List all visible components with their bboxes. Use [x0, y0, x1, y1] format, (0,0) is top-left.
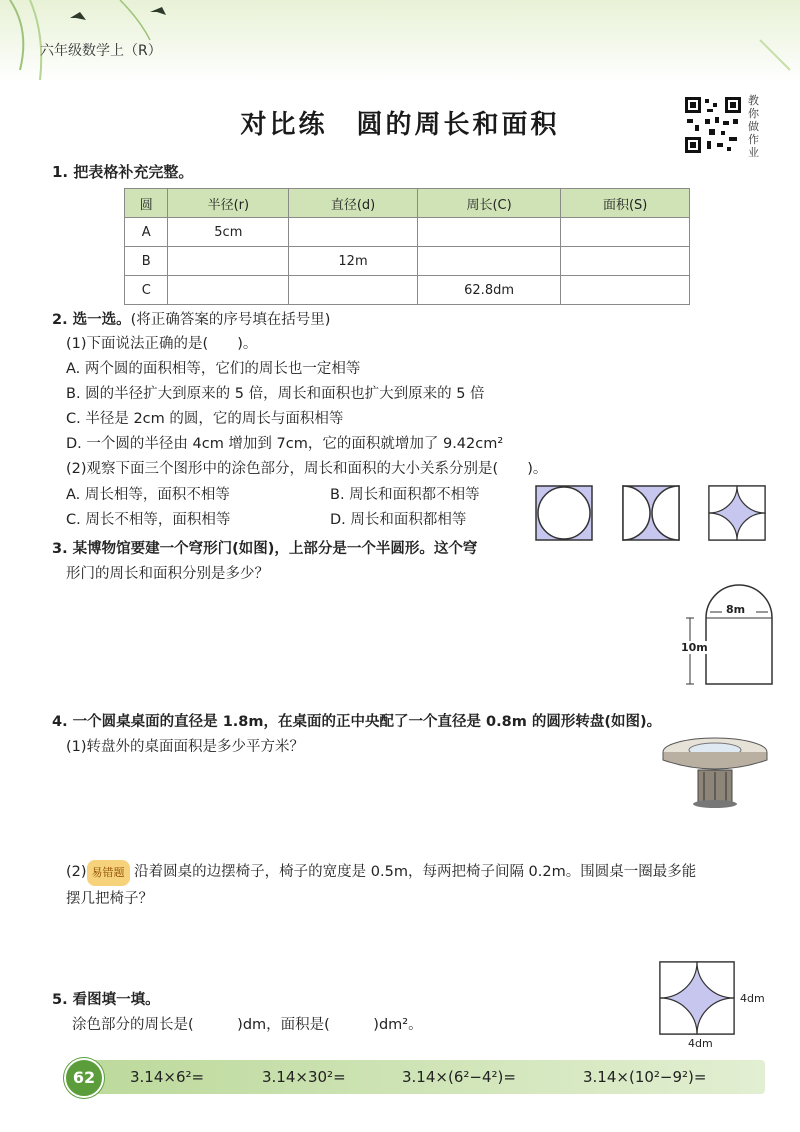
footer-expr-2: 3.14×30²= [262, 1068, 346, 1086]
q4-sub2-line2: 摆几把椅子？ [66, 891, 153, 907]
table-answer-cell[interactable] [561, 247, 690, 276]
page-number: 62 [64, 1058, 104, 1098]
arch-door-figure [676, 580, 776, 690]
qr-code-icon[interactable] [683, 95, 743, 155]
table-header-cell: 圆 [125, 189, 168, 218]
figure-circle-in-square [535, 485, 595, 541]
table-answer-cell[interactable] [561, 218, 690, 247]
table-header-cell: 半径(r) [168, 189, 289, 218]
table-answer-cell[interactable] [289, 218, 418, 247]
q2-option-a: A. 两个圆的面积相等，它们的周长也一定相等 [66, 361, 361, 377]
footer-expr-1: 3.14×6²= [130, 1068, 205, 1086]
q4-sub1: (1)转盘外的桌面面积是多少平方米？ [66, 739, 305, 755]
q2-option-c: C. 半径是 2cm 的圆，它的周长与面积相等 [66, 411, 344, 427]
q5-bottom-label: 4dm [688, 1037, 713, 1050]
page-title: 对比练 圆的周长和面积 [240, 110, 560, 140]
error-prone-badge: 易错题 [87, 860, 130, 886]
arch-height-label: 10m [681, 641, 708, 654]
q1-label: 1. 把表格补充完整。 [52, 163, 194, 181]
q2-sub2: (2)观察下面三个图形中的涂色部分，周长和面积的大小关系分别是( )。 [66, 461, 548, 477]
swallow-icon [70, 12, 86, 20]
q2-option-b: B. 圆的半径扩大到原来的 5 倍，周长和面积也扩大到原来的 5 倍 [66, 386, 485, 402]
table-cell: 62.8dm [417, 276, 560, 305]
table-cell: B [125, 247, 168, 276]
figure-two-half-circles [622, 485, 682, 541]
q2-sub2-option-d: D. 周长和面积都相等 [330, 512, 467, 528]
circle-table [124, 188, 690, 305]
table-answer-cell[interactable] [168, 276, 289, 305]
table-answer-cell[interactable] [561, 276, 690, 305]
footer-expr-3: 3.14×(6²−4²)= [402, 1068, 516, 1086]
table-answer-cell[interactable] [168, 247, 289, 276]
table-header-cell: 面积(S) [561, 189, 690, 218]
table-cell: 12m [289, 247, 418, 276]
table-header-cell: 周长(C) [417, 189, 560, 218]
q5-text: 涂色部分的周长是( )dm，面积是( )dm²。 [72, 1017, 423, 1033]
footer-expr-4: 3.14×(10²−9²)= [583, 1068, 707, 1086]
table-row [125, 276, 690, 305]
q2-sub2-option-a: A. 周长相等，面积不相等 [66, 487, 230, 503]
q4-line1: 4. 一个圆桌桌面的直径是 1.8m，在桌面的正中央配了一个直径是 0.8m 的圆形转盘(如图)。 [52, 714, 662, 730]
q2-option-d: D. 一个圆的半径由 4cm 增加到 7cm，它的面积就增加了 9.42cm² [66, 436, 504, 452]
q5-label: 5. 看图填一填。 [52, 992, 160, 1008]
table-cell: C [125, 276, 168, 305]
table-header-row [125, 189, 690, 218]
table-row [125, 247, 690, 276]
swallow-icon [150, 7, 166, 15]
q2-sub2-option-b: B. 周长和面积都不相等 [330, 487, 480, 503]
grade-label: 六年级数学上（R） [40, 43, 162, 59]
q2-sub2-option-c: C. 周长不相等，面积相等 [66, 512, 231, 528]
figure-four-quarter-circles [708, 485, 768, 541]
qr-caption: 教你做作业 [748, 94, 759, 159]
table-answer-cell[interactable] [417, 247, 560, 276]
table-cell: A [125, 218, 168, 247]
table-row [125, 218, 690, 247]
q3-line2: 形门的周长和面积分别是多少？ [66, 566, 269, 582]
round-table-figure [660, 730, 770, 810]
table-header-cell: 直径(d) [289, 189, 418, 218]
table-answer-cell[interactable] [417, 218, 560, 247]
q2-heading: 2. 选一选。(将正确答案的序号填在括号里) [52, 312, 331, 328]
q5-side-label: 4dm [740, 992, 765, 1005]
q2-sub1: (1)下面说法正确的是( )。 [66, 336, 258, 352]
q3-line1: 3. 某博物馆要建一个穹形门(如图)，上部分是一个半圆形。这个穹 [52, 541, 478, 557]
table-answer-cell[interactable] [289, 276, 418, 305]
arch-width-label: 8m [726, 603, 746, 616]
q4-sub2: (2) 易错题 沿着圆桌的边摆椅子，椅子的宽度是 0.5m，每两把椅子间隔 0.2m。围圆桌一圈最多能 [66, 860, 696, 886]
q5-figure [658, 960, 738, 1038]
table-cell: 5cm [168, 218, 289, 247]
